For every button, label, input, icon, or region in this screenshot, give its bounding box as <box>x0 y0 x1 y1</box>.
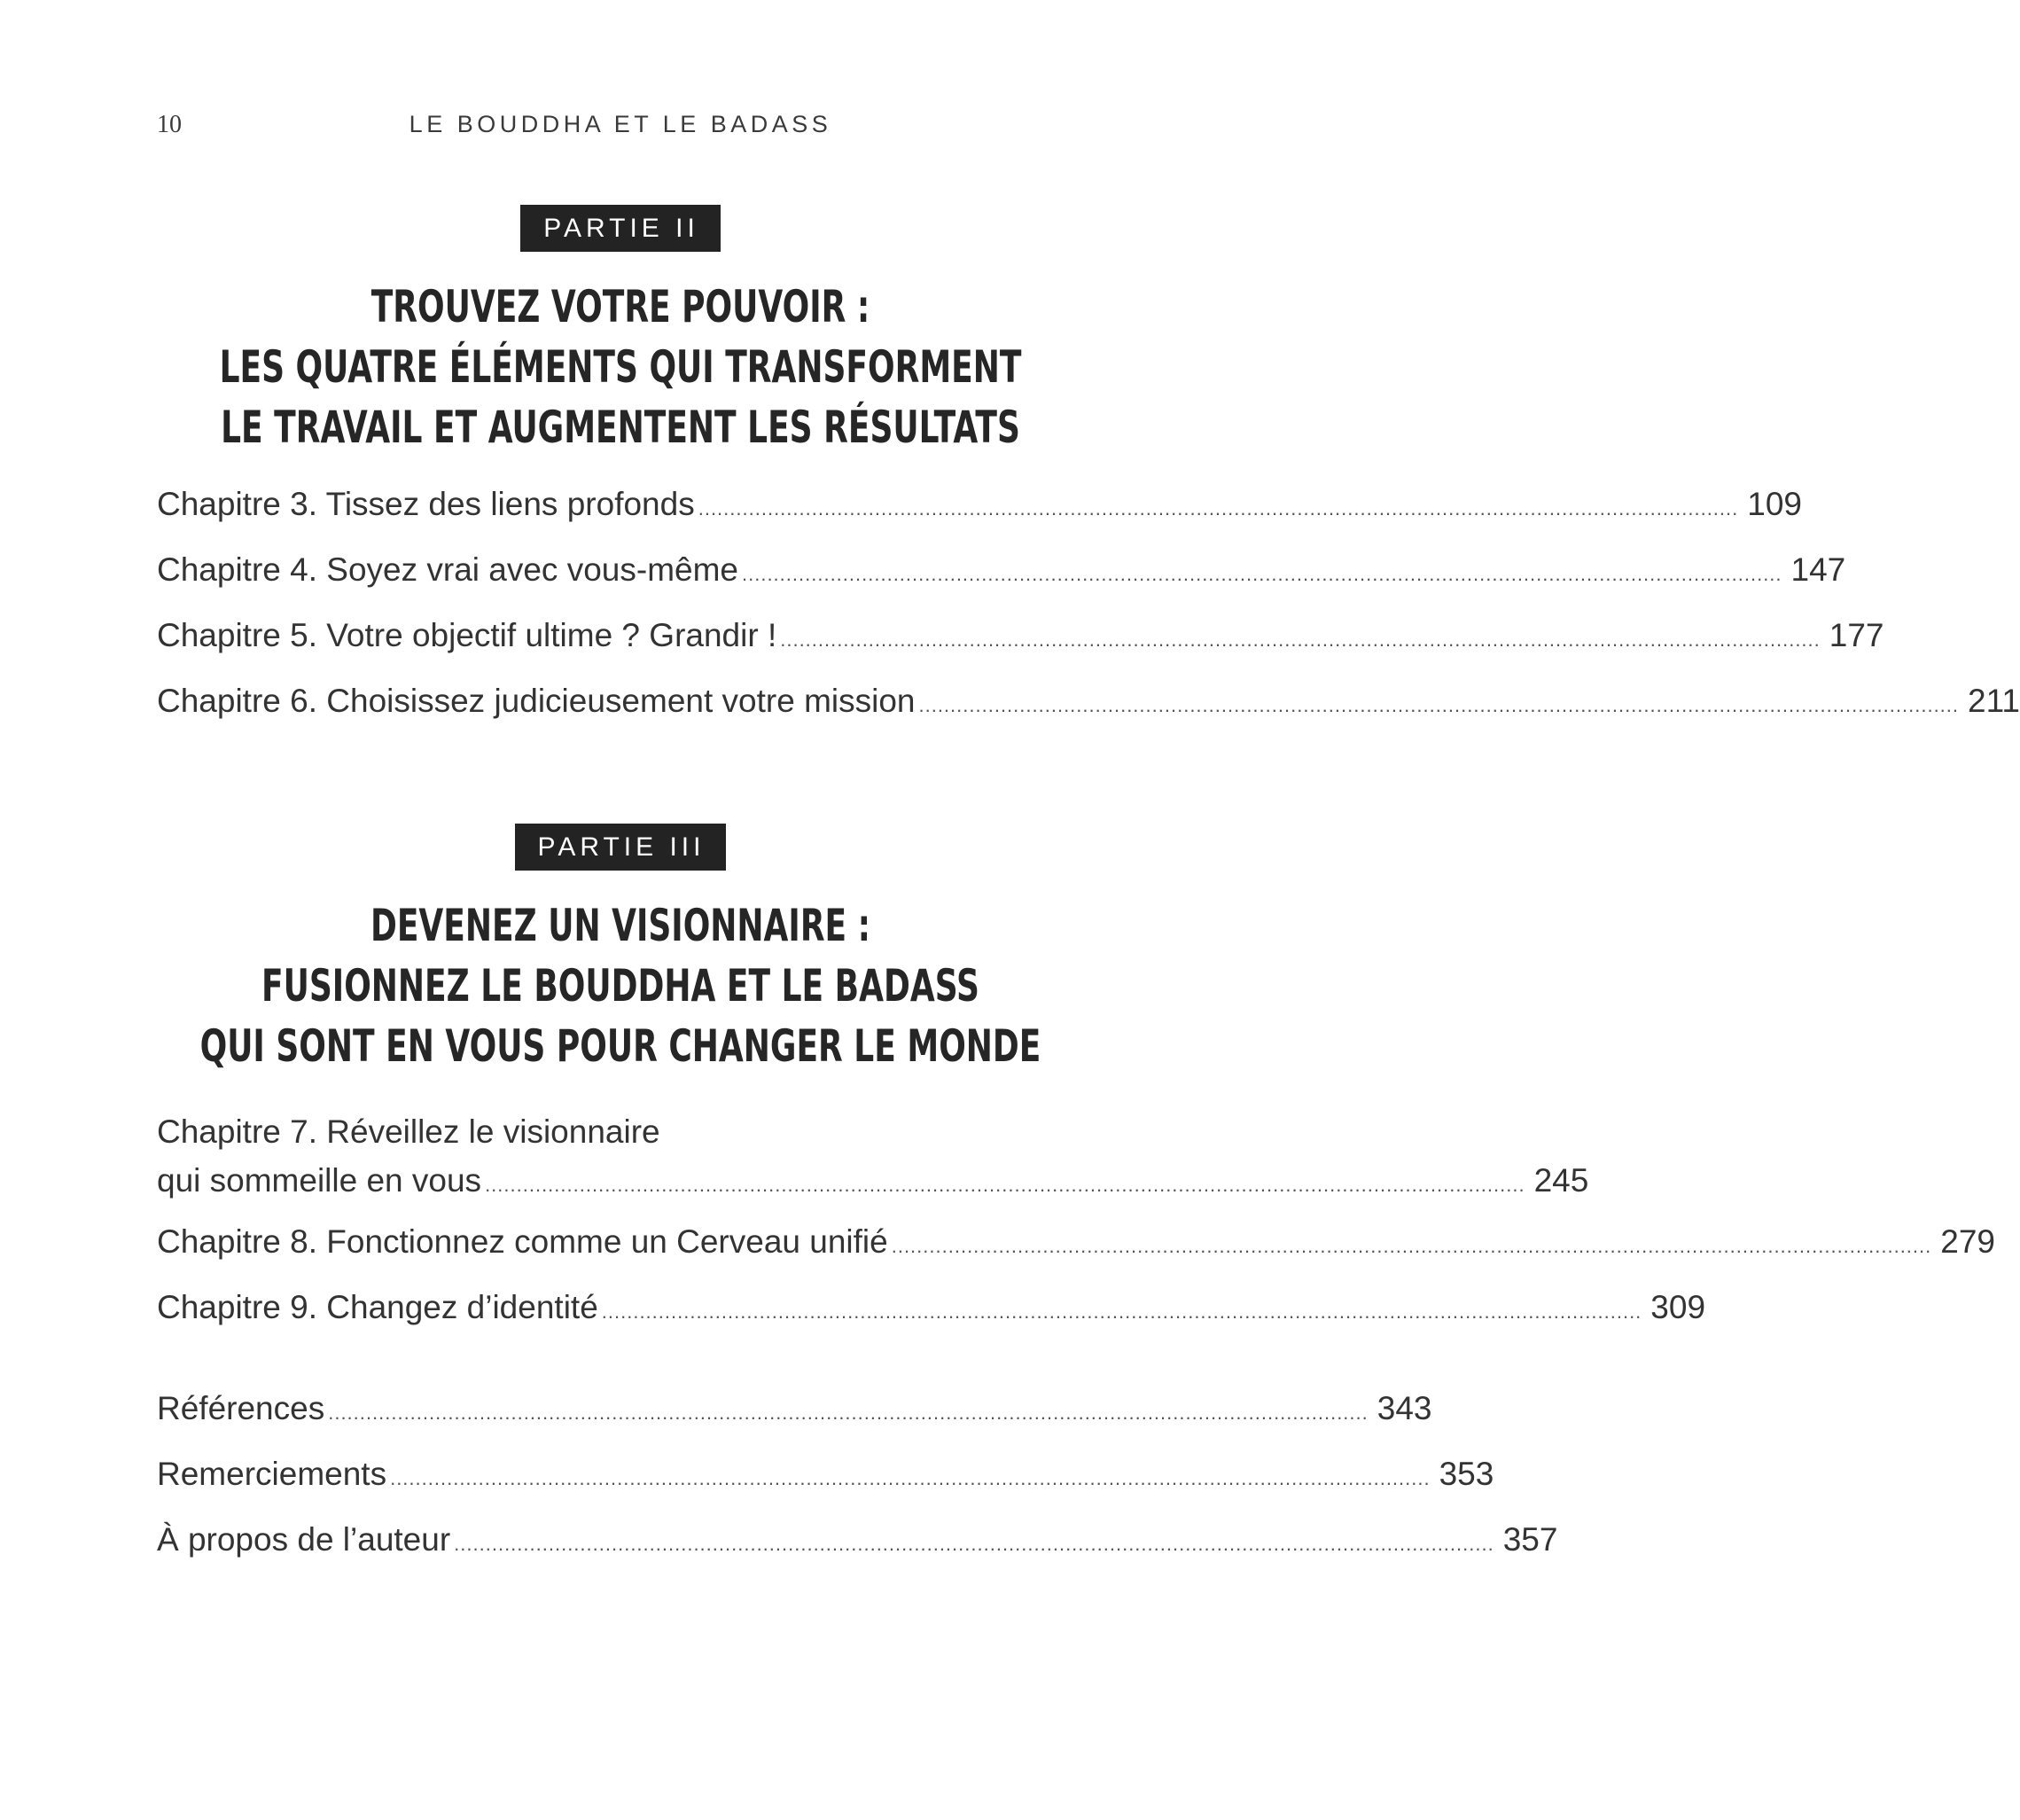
toc-part-3 <box>157 1108 1995 1355</box>
dot-leader: ..................................................................................................................................................................... <box>601 1301 1642 1323</box>
part-title-line: DEVENEZ UN VISIONNAIRE : <box>370 900 871 951</box>
part-title-line: TROUVEZ VOTRE POUVOIR : <box>370 281 870 332</box>
part-2-badge: PARTIE II <box>520 205 721 252</box>
toc-entry[interactable] <box>157 683 2020 748</box>
toc-page-number: 357 <box>1502 1521 1558 1558</box>
toc-page-number: 309 <box>1650 1289 1706 1325</box>
dot-leader: ..................................................................................................................................................................... <box>328 1402 1369 1424</box>
toc-label: Chapitre 3. Tissez des liens profonds <box>157 486 695 522</box>
part-title-line: QUI SONT EN VOUS POUR CHANGER LE MONDE <box>199 1020 1041 1072</box>
toc-page-number: 353 <box>1439 1456 1494 1492</box>
toc-back-matter <box>157 1390 1558 1587</box>
toc-label: À propos de l’auteur <box>157 1521 451 1558</box>
part-3-heading <box>0 824 1241 1076</box>
toc-label: Chapitre 8. Fonctionnez comme un Cerveau unifié <box>157 1223 888 1260</box>
toc-label: Remerciements <box>157 1456 387 1492</box>
toc-label: Chapitre 9. Changez d’identité <box>157 1289 598 1325</box>
toc-entry[interactable] <box>157 1289 1706 1355</box>
part-3-badge: PARTIE III <box>515 824 727 871</box>
dot-leader: ..................................................................................................................................................................... <box>454 1533 1494 1555</box>
toc-label: Chapitre 6. Choisissez judicieusement votre mission <box>157 683 916 719</box>
toc-page-number: 245 <box>1533 1162 1589 1199</box>
toc-entry[interactable] <box>157 551 1846 617</box>
toc-entry[interactable] <box>157 1223 1995 1289</box>
toc-entry[interactable] <box>157 1108 1589 1223</box>
dot-leader: ..................................................................................................................................................................... <box>742 563 1782 585</box>
dot-leader: ..................................................................................................................................................................... <box>485 1174 1525 1196</box>
toc-label-line1: Chapitre 7. Réveillez le visionnaire <box>157 1113 660 1150</box>
toc-entry[interactable] <box>157 486 1802 551</box>
toc-label: Chapitre 5. Votre objectif ultime ? Grandir ! <box>157 617 777 653</box>
toc-part-2 <box>157 486 2020 748</box>
running-head: LE BOUDDHA ET LE BADASS <box>409 111 832 137</box>
part-2-heading <box>0 205 1241 457</box>
toc-page-number: 147 <box>1790 551 1846 588</box>
toc-label: qui sommeille en vous <box>157 1162 482 1199</box>
toc-page-number: 177 <box>1829 617 1884 653</box>
toc-page-number: 211 <box>1968 683 2020 719</box>
toc-page-number: 343 <box>1377 1390 1432 1426</box>
dot-leader: ..................................................................................................................................................................... <box>780 629 1821 651</box>
part-title-line: FUSIONNEZ LE BOUDDHA ET LE BADASS <box>261 960 979 1012</box>
toc-entry[interactable] <box>157 617 1884 683</box>
dot-leader: ..................................................................................................................................................................... <box>390 1467 1431 1489</box>
part-2-title <box>0 277 1241 457</box>
dot-leader: ..................................................................................................................................................................... <box>918 694 1960 716</box>
page-number: 10 <box>157 111 182 138</box>
part-title-line: LES QUATRE ÉLÉMENTS QUI TRANSFORMENT <box>219 341 1022 393</box>
toc-label: Chapitre 4. Soyez vrai avec vous-même <box>157 551 738 588</box>
toc-entry[interactable] <box>157 1456 1494 1521</box>
toc-page-number: 109 <box>1747 486 1802 522</box>
part-title-line: LE TRAVAIL ET AUGMENTENT LES RÉSULTATS <box>221 402 1020 453</box>
part-3-title <box>0 895 1241 1076</box>
toc-label: Références <box>157 1390 325 1426</box>
toc-entry[interactable] <box>157 1521 1558 1587</box>
toc-page-number: 279 <box>1940 1223 1995 1260</box>
dot-leader: ..................................................................................................................................................................... <box>698 497 1739 519</box>
toc-entry[interactable] <box>157 1390 1432 1456</box>
dot-leader: ..................................................................................................................................................................... <box>891 1235 1932 1257</box>
